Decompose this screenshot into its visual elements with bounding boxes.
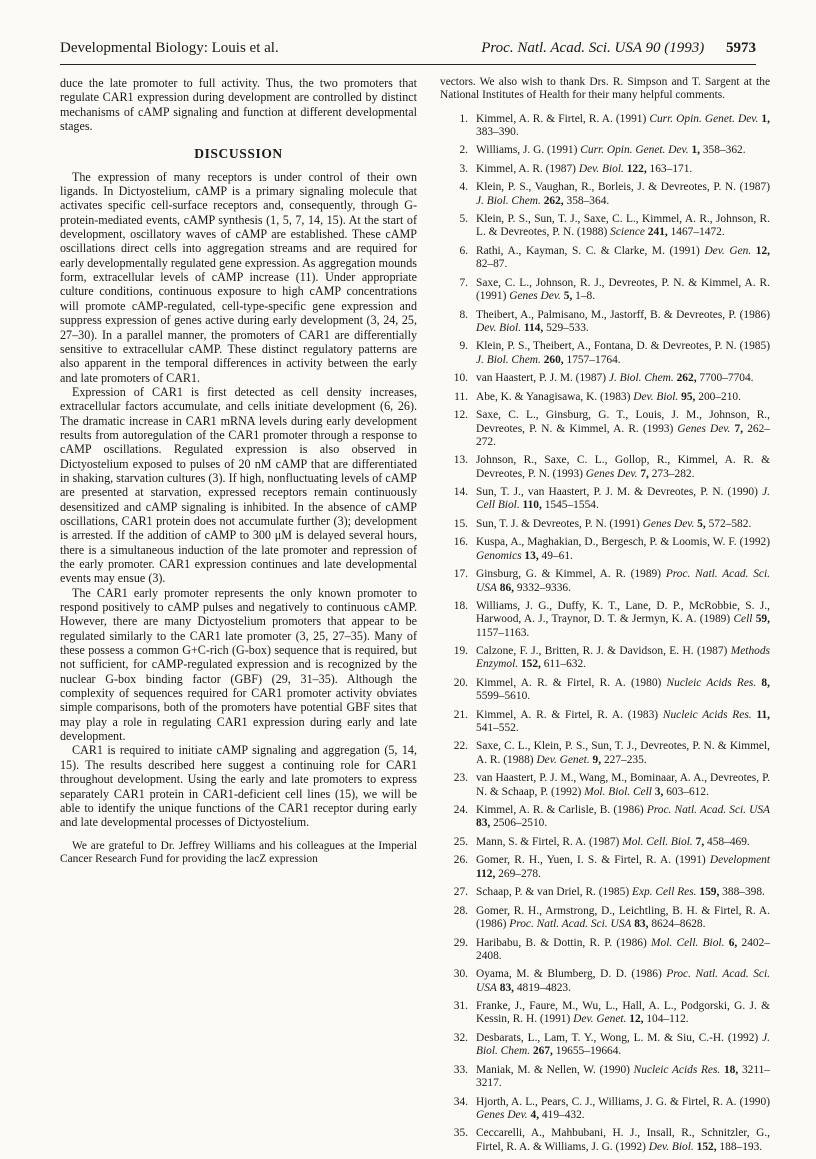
reference-journal: Genes Dev. xyxy=(585,467,638,480)
reference-journal: Nucleic Acids Res. xyxy=(662,708,752,721)
reference-authors: Schaap, P. & van Driel, R. (1985) xyxy=(476,886,630,899)
discussion-paragraph-2: Expression of CAR1 is first detected as cell density increases, extracellular factors accumulate, and cells initiate development (6, 26). The dramatic increase in CAR1 mRNA levels during early development results from autoregulation of the CAR1 promoter through a response to cAMP oscillations. Regulated expression is also observed in Dictyostelium exposed to pulses of 20 nM cAMP that are differentiated in shaking, starvation cultures (3). If high, nonfluctuating levels of cAMP are presented at starvation, expressed receptors remain continuously desensitized and cAMP signaling is inhibited. In the absence of cAMP oscillations, CAR1 protein does not accumulate further (3); development is arrested. If the addition of cAMP to 300 μM is delayed several hours, there is a simultaneous induction of the late promoter and repression of the early promoter. CAR1 expression continues and late developmental events may ensue (3). xyxy=(60,384,417,586)
reference-text xyxy=(476,518,770,531)
reference-volume: 152, xyxy=(696,1140,717,1153)
reference-pages: 49–61. xyxy=(541,549,573,562)
reference-authors: Sun, T. J. & Devreotes, P. N. (1991) xyxy=(476,517,640,530)
reference-authors: Maniak, M. & Nellen, W. (1990) xyxy=(476,1063,630,1076)
reference-item xyxy=(440,277,770,304)
reference-authors: van Haastert, P. J. M., Wang, M., Bominaar, A. A., Devreotes, P. N. & Schaap, P. (1992) xyxy=(476,772,770,798)
reference-volume: 267, xyxy=(532,1045,553,1058)
reference-volume: 83, xyxy=(634,918,649,931)
reference-volume: 3, xyxy=(654,785,664,798)
reference-number: 35. xyxy=(453,1127,468,1140)
reference-pages: 541–552. xyxy=(476,721,519,734)
reference-item xyxy=(440,309,770,336)
reference-volume: 9, xyxy=(592,753,602,766)
reference-item xyxy=(440,454,770,481)
reference-pages: 611–632. xyxy=(543,658,587,671)
reference-pages: 163–171. xyxy=(649,162,693,175)
reference-pages: 1157–1163. xyxy=(476,626,530,639)
reference-number: 28. xyxy=(453,904,468,917)
reference-volume: 112, xyxy=(476,867,496,880)
reference-number: 20. xyxy=(453,676,468,689)
reference-text xyxy=(476,340,770,367)
discussion-paragraph-1: The expression of many receptors is under control of their own ligands. In Dictyostelium, cAMP is a primary signaling molecule that activates specific cell-surface receptors and, consequently, through G-protein-mediated events, cAMP synthesis (1, 5, 7, 14, 15). At the start of development, oscillatory waves of cAMP are established. These cAMP oscillations direct cells into aggregation streams and are required for early developmentally regulated gene expression. As aggregation mounds form, extracellular levels of cAMP increase (11). Under appropriate culture conditions, continuous exposure to high cAMP concentrations will promote cAMP-regulated, cell-type-specific gene expression and suppress expression of genes active during early development (3, 24, 25, 27–30). In a parallel manner, the promoters of CAR1 are differentially sensitive to extracellular cAMP. These distinct regulatory patterns are also apparent in the temporal differences in activity between the early and late promoters of CAR1. xyxy=(60,169,417,385)
discussion-paragraph-3: The CAR1 early promoter represents the only known promoter to respond positively to cAMP pulses and negatively to continuous cAMP. However, there are many Dictyostelium promoters that appear to be regulated similarly to the CAR1 late promoter (3, 25, 27–35). Many of these possess a common G+C-rich (G-box) sequence that is required, but not sufficient, for cAMP-regulated expression and is recognized by the nuclear G-box binding factor (GBF) (29, 31–35). Although the complexity of sequences required for CAR1 promoter activity obviates simple comparisons, both of the promoters have potential GBF sites that may play a role in regulating CAR1 expression during early and late development. xyxy=(60,585,417,744)
reference-journal: J. Biol. Chem. xyxy=(476,1031,770,1058)
reference-number: 22. xyxy=(453,740,468,753)
reference-text xyxy=(476,536,770,563)
reference-journal: Curr. Opin. Genet. Dev. xyxy=(649,112,759,125)
reference-authors: Kimmel, A. R. (1987) xyxy=(476,162,576,175)
reference-volume: 110, xyxy=(522,499,542,512)
reference-text xyxy=(476,1032,770,1059)
reference-journal: Curr. Opin. Genet. Dev. xyxy=(580,144,689,157)
discussion-heading: DISCUSSION xyxy=(194,146,283,162)
reference-journal: Genes Dev. xyxy=(677,422,731,435)
reference-number: 7. xyxy=(459,276,468,289)
reference-number: 23. xyxy=(453,772,468,785)
reference-pages: 358–364. xyxy=(566,194,610,207)
reference-number: 21. xyxy=(453,708,468,721)
reference-item xyxy=(440,181,770,208)
reference-authors: Williams, J. G. (1991) xyxy=(476,144,578,157)
reference-journal: Proc. Natl. Acad. Sci. USA xyxy=(509,918,632,931)
reference-text xyxy=(476,213,770,240)
reference-journal: Mol. Cell. Biol. xyxy=(622,835,693,848)
acknowledgment-continuation: vectors. We also wish to thank Drs. R. Simpson and T. Sargent at the National Institutes of Health for their many helpful comments. xyxy=(440,76,770,102)
reference-pages: 104–112. xyxy=(646,1013,689,1026)
reference-journal: Development xyxy=(709,854,770,867)
reference-item xyxy=(440,645,770,672)
reference-volume: 122, xyxy=(626,162,647,175)
acknowledgment-paragraph: We are grateful to Dr. Jeffrey Williams and his colleagues at the Imperial Cancer Research Fund for providing the lacZ expression xyxy=(60,839,417,865)
reference-authors: Saxe, C. L., Klein, P. S., Sun, T. J., Devreotes, P. N. & Kimmel, A. R. (1988) xyxy=(476,740,770,766)
reference-number: 27. xyxy=(453,886,468,899)
reference-journal: Genes Dev. xyxy=(642,517,695,530)
reference-number: 17. xyxy=(453,568,468,581)
reference-volume: 95, xyxy=(681,390,696,403)
reference-authors: Desbarats, L., Lam, T. Y., Wong, L. M. & Siu, C.-H. (1992) xyxy=(476,1031,759,1044)
reference-volume: 7, xyxy=(695,835,705,848)
reference-item xyxy=(440,245,770,272)
reference-authors: Ginsburg, G. & Kimmel, A. R. (1989) xyxy=(476,568,662,581)
reference-number: 1. xyxy=(459,112,468,125)
reference-journal: Science xyxy=(610,226,645,239)
reference-item xyxy=(440,600,770,640)
reference-pages: 82–87. xyxy=(476,258,508,271)
reference-number: 6. xyxy=(459,244,468,257)
reference-item xyxy=(440,709,770,736)
reference-text xyxy=(476,372,770,385)
reference-pages: 3211–3217. xyxy=(476,1063,771,1089)
reference-number: 29. xyxy=(453,936,468,949)
reference-number: 26. xyxy=(453,854,468,867)
reference-authors: Klein, P. S., Sun, T. J., Saxe, C. L., Kimmel, A. R., Johnson, R. L. & Devreotes, P. N. (1988) xyxy=(476,213,770,239)
reference-pages: 1–8. xyxy=(575,290,596,303)
reference-pages: 419–432. xyxy=(541,1108,585,1121)
reference-volume: 5, xyxy=(697,517,706,530)
reference-pages: 4819–4823. xyxy=(516,981,571,994)
reference-text xyxy=(476,245,770,272)
reference-authors: Klein, P. S., Vaughan, R., Borleis, J. & Devreotes, P. N. (1987) xyxy=(476,181,770,194)
reference-journal: J. Cell Biol. xyxy=(476,486,770,512)
reference-number: 4. xyxy=(459,181,468,194)
reference-text xyxy=(476,740,770,767)
reference-authors: Williams, J. G., Duffy, K. T., Lane, D. P., McRobbie, S. J., Harwood, A. J., Traynor, D. T. & Jermyn, K. A. (1989) xyxy=(476,600,770,626)
reference-journal: Genes Dev. xyxy=(476,1108,528,1121)
reference-item xyxy=(440,772,770,799)
reference-text xyxy=(476,454,770,481)
reference-pages: 8624–8628. xyxy=(651,918,706,931)
reference-number: 2. xyxy=(459,144,468,157)
reference-item xyxy=(440,518,770,531)
reference-authors: Abe, K. & Yanagisawa, K. (1983) xyxy=(476,390,631,403)
reference-volume: 11, xyxy=(756,708,770,721)
reference-number: 10. xyxy=(453,372,468,385)
reference-authors: van Haastert, P. J. M. (1987) xyxy=(476,372,607,385)
header-journal-block xyxy=(481,40,756,57)
reference-list xyxy=(440,113,770,1154)
reference-pages: 9332–9336. xyxy=(516,581,571,594)
reference-item xyxy=(440,886,770,899)
reference-number: 33. xyxy=(453,1063,468,1076)
reference-item xyxy=(440,486,770,513)
reference-item xyxy=(440,1096,770,1123)
reference-text xyxy=(476,968,770,995)
reference-volume: 18, xyxy=(723,1063,739,1076)
reference-volume: 8, xyxy=(761,676,770,689)
intro-paragraph: duce the late promoter to full activity. Thus, the two promoters that regulate CAR1 expression during development are controlled by distinct mechanisms of cAMP signaling and function at different developmental stages. xyxy=(60,76,417,134)
reference-item xyxy=(440,144,770,157)
reference-number: 5. xyxy=(459,213,468,226)
reference-item xyxy=(440,1000,770,1027)
reference-volume: 114, xyxy=(523,321,544,334)
reference-volume: 262, xyxy=(676,372,697,385)
reference-volume: 6, xyxy=(728,936,738,949)
reference-item xyxy=(440,372,770,385)
reference-volume: 5, xyxy=(563,290,573,303)
reference-pages: 2402–2408. xyxy=(476,936,770,962)
reference-number: 30. xyxy=(453,968,468,981)
reference-volume: 59, xyxy=(755,613,770,626)
reference-number: 13. xyxy=(453,454,468,467)
reference-volume: 7, xyxy=(734,422,744,435)
reference-text xyxy=(476,937,770,964)
reference-text xyxy=(476,486,770,513)
reference-volume: 152, xyxy=(520,658,541,671)
reference-journal: Mol. Biol. Cell xyxy=(584,785,652,798)
running-header xyxy=(60,40,756,65)
reference-pages: 529–533. xyxy=(546,321,589,334)
reference-volume: 262, xyxy=(543,194,564,207)
reference-pages: 1467–1472. xyxy=(670,226,725,239)
reference-item xyxy=(440,113,770,140)
reference-pages: 269–278. xyxy=(498,867,541,880)
reference-authors: Mann, S. & Firtel, R. A. (1987) xyxy=(476,835,620,848)
reference-text xyxy=(476,905,770,932)
reference-text xyxy=(476,309,770,336)
reference-text xyxy=(476,886,770,899)
header-journal: Proc. Natl. Acad. Sci. USA 90 (1993) xyxy=(481,40,705,56)
reference-text xyxy=(476,1127,770,1154)
reference-authors: Ceccarelli, A., Mahbubani, H. J., Insall, R., Schnitzler, G., Firtel, R. A. & Williams, J. G. (1992) xyxy=(476,1127,770,1153)
reference-journal: Genomics xyxy=(476,549,522,562)
reference-text xyxy=(476,600,770,640)
reference-text xyxy=(476,568,770,595)
reference-authors: Kimmel, A. R. & Firtel, R. A. (1983) xyxy=(476,708,659,721)
reference-item xyxy=(440,1127,770,1154)
header-section-authors: Developmental Biology: Louis et al. xyxy=(60,40,279,56)
reference-authors: Johnson, R., Saxe, C. L., Gollop, R., Kimmel, A. R. & Devreotes, P. N. (1993) xyxy=(476,454,770,480)
reference-authors: Sun, T. J., van Haastert, P. J. M. & Devreotes, P. N. (1990) xyxy=(476,486,758,499)
reference-text xyxy=(476,144,770,157)
reference-text xyxy=(476,804,770,831)
reference-volume: 83, xyxy=(499,981,514,994)
reference-volume: 1, xyxy=(691,144,700,157)
reference-authors: Rathi, A., Kayman, S. C. & Clarke, M. (1991) xyxy=(476,244,700,257)
reference-volume: 83, xyxy=(476,817,491,830)
reference-journal: J. Biol. Chem. xyxy=(608,372,674,385)
reference-number: 14. xyxy=(453,486,468,499)
reference-text xyxy=(476,1064,770,1091)
reference-item xyxy=(440,905,770,932)
reference-pages: 200–210. xyxy=(698,390,741,403)
reference-number: 24. xyxy=(453,804,468,817)
reference-item xyxy=(440,391,770,404)
reference-journal: Proc. Natl. Acad. Sci. USA xyxy=(476,968,770,994)
reference-item xyxy=(440,937,770,964)
reference-authors: Gomer, R. H., Armstrong, D., Leichtling, B. H. & Firtel, R. A. (1986) xyxy=(476,904,770,931)
reference-text xyxy=(476,645,770,672)
reference-pages: 603–612. xyxy=(666,785,709,798)
reference-text xyxy=(476,113,770,140)
reference-text xyxy=(476,181,770,208)
reference-pages: 458–469. xyxy=(707,835,750,848)
reference-pages: 572–582. xyxy=(708,517,752,530)
reference-volume: 13, xyxy=(524,549,539,562)
reference-number: 9. xyxy=(459,340,468,353)
reference-journal: Nucleic Acids Res. xyxy=(666,676,757,689)
reference-text xyxy=(476,391,770,404)
reference-pages: 358–362. xyxy=(702,144,746,157)
reference-pages: 1757–1764. xyxy=(566,353,621,366)
reference-journal: Proc. Natl. Acad. Sci. USA xyxy=(646,804,771,817)
reference-journal: Exp. Cell Res. xyxy=(631,886,697,899)
reference-number: 3. xyxy=(459,162,468,175)
reference-volume: 12, xyxy=(629,1013,644,1026)
reference-item xyxy=(440,677,770,704)
reference-pages: 2506–2510. xyxy=(493,817,548,830)
discussion-paragraph-4: CAR1 is required to initiate cAMP signaling and aggregation (5, 14, 15). The results described here suggest a continuing role for CAR1 throughout development. Using the early and late promoters to express separately CAR1 protein in CAR1-deficient cell lines (15), we will be able to identify the unique functions of the CAR1 receptor during early and late developmental processes of Dictyostelium. xyxy=(60,743,417,830)
reference-number: 25. xyxy=(453,835,468,848)
reference-item xyxy=(440,740,770,767)
reference-volume: 86, xyxy=(499,581,514,594)
reference-authors: Oyama, M. & Blumberg, D. D. (1986) xyxy=(476,968,662,981)
reference-text xyxy=(476,277,770,304)
reference-pages: 19655–19664. xyxy=(555,1045,622,1058)
reference-volume: 1, xyxy=(761,112,770,125)
reference-pages: 383–390. xyxy=(476,125,519,138)
reference-pages: 1545–1554. xyxy=(544,499,599,512)
reference-pages: 388–398. xyxy=(722,886,765,899)
reference-volume: 159, xyxy=(699,886,720,899)
reference-number: 8. xyxy=(459,308,468,321)
reference-number: 32. xyxy=(453,1031,468,1044)
reference-number: 31. xyxy=(453,1000,468,1013)
reference-item xyxy=(440,1032,770,1059)
reference-text xyxy=(476,709,770,736)
reference-journal: Methods Enzymol. xyxy=(476,645,770,671)
reference-volume: 241, xyxy=(647,226,668,239)
reference-number: 11. xyxy=(454,390,468,403)
reference-text xyxy=(476,409,770,449)
reference-text xyxy=(476,677,770,704)
reference-item xyxy=(440,1064,770,1091)
reference-number: 12. xyxy=(453,409,468,422)
reference-journal: Cell xyxy=(733,613,753,626)
reference-journal: Dev. Biol. xyxy=(476,321,522,334)
reference-authors: Kimmel, A. R. & Firtel, R. A. (1991) xyxy=(476,112,647,125)
reference-item xyxy=(440,340,770,367)
reference-authors: Klein, P. S., Theibert, A., Fontana, D. & Devreotes, P. N. (1985) xyxy=(476,340,770,353)
reference-journal: Dev. Gen. xyxy=(704,244,752,257)
reference-authors: Kimmel, A. R. & Carlisle, B. (1986) xyxy=(476,804,644,817)
reference-pages: 273–282. xyxy=(651,467,695,480)
reference-authors: Calzone, F. J., Britten, R. J. & Davidson, E. H. (1987) xyxy=(476,645,728,658)
reference-text xyxy=(476,1000,770,1027)
reference-authors: Theibert, A., Palmisano, M., Jastorff, B. & Devreotes, P. (1986) xyxy=(476,308,770,321)
reference-text xyxy=(476,163,770,176)
reference-journal: Proc. Natl. Acad. Sci. USA xyxy=(476,568,770,594)
reference-journal: J. Biol. Chem. xyxy=(476,353,541,366)
reference-authors: Franke, J., Faure, M., Wu, L., Hall, A. L., Podgorski, G. J. & Kessin, R. H. (1991) xyxy=(476,1000,770,1026)
reference-item xyxy=(440,968,770,995)
reference-journal: Dev. Genet. xyxy=(536,753,590,766)
reference-item xyxy=(440,568,770,595)
reference-authors: Haribabu, B. & Dottin, R. P. (1986) xyxy=(476,936,647,949)
reference-volume: 260, xyxy=(543,353,564,366)
reference-number: 34. xyxy=(453,1095,468,1108)
reference-item xyxy=(440,213,770,240)
reference-volume: 4, xyxy=(530,1108,540,1121)
reference-journal: J. Biol. Chem. xyxy=(476,194,541,207)
reference-journal: Dev. Biol. xyxy=(633,390,679,403)
reference-volume: 12, xyxy=(755,244,770,257)
reference-item xyxy=(440,536,770,563)
reference-number: 15. xyxy=(453,517,468,530)
reference-journal: Dev. Genet. xyxy=(573,1013,627,1026)
reference-journal: Dev. Biol. xyxy=(578,162,624,175)
reference-authors: Saxe, C. L., Johnson, R. J., Devreotes, P. N. & Kimmel, A. R. (1991) xyxy=(476,276,770,303)
reference-journal: Nucleic Acids Res. xyxy=(633,1063,721,1076)
reference-item xyxy=(440,854,770,881)
right-column xyxy=(440,76,770,1159)
reference-pages: 188–193. xyxy=(719,1140,763,1153)
page-number: 5973 xyxy=(726,40,756,56)
reference-text xyxy=(476,1096,770,1123)
reference-text xyxy=(476,772,770,799)
reference-item xyxy=(440,163,770,176)
reference-journal: Mol. Cell. Biol. xyxy=(651,936,725,949)
reference-pages: 262–272. xyxy=(476,422,770,448)
reference-item xyxy=(440,409,770,449)
reference-number: 18. xyxy=(453,600,468,613)
reference-authors: Kuspa, A., Maghakian, D., Bergesch, P. & Loomis, W. F. (1992) xyxy=(476,536,770,549)
reference-item xyxy=(440,836,770,849)
reference-number: 19. xyxy=(453,645,468,658)
reference-pages: 7700–7704. xyxy=(699,372,754,385)
reference-authors: Saxe, C. L., Ginsburg, G. T., Louis, J. M., Johnson, R., Devreotes, P. N. & Kimmel, A. R. (1993) xyxy=(476,409,770,435)
left-column xyxy=(60,76,417,866)
reference-pages: 5599–5610. xyxy=(476,690,531,703)
reference-authors: Gomer, R. H., Yuen, I. S. & Firtel, R. A. (1991) xyxy=(476,854,706,867)
reference-journal: Genes Dev. xyxy=(509,290,561,303)
reference-authors: Kimmel, A. R. & Firtel, R. A. (1980) xyxy=(476,676,662,689)
reference-number: 16. xyxy=(453,536,468,549)
reference-authors: Hjorth, A. L., Pears, C. J., Williams, J. G. & Firtel, R. A. (1990) xyxy=(476,1095,770,1108)
reference-item xyxy=(440,804,770,831)
reference-journal: Dev. Biol. xyxy=(648,1140,694,1153)
reference-pages: 227–235. xyxy=(603,753,647,766)
reference-text xyxy=(476,836,770,849)
reference-volume: 7, xyxy=(640,467,649,480)
reference-text xyxy=(476,854,770,881)
